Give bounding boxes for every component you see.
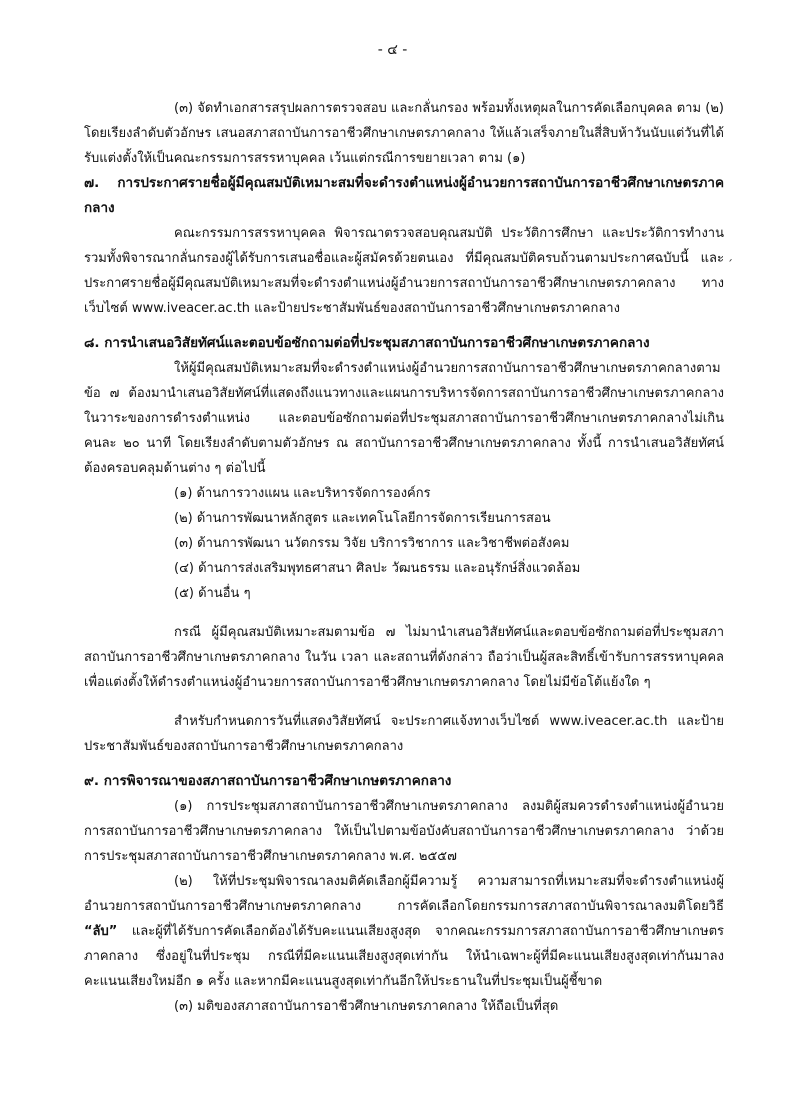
paragraph-section-9-2 xyxy=(84,869,724,994)
heading-section-8: ๘. การนำเสนอวิสัยทัศน์และตอบข้อซักถามต่อที่ประชุมสภาสถาบันการอาชีวศึกษาเกษตรภาคกลาง xyxy=(84,335,650,351)
paragraph-9-2-end: และผู้ที่ได้รับการคัดเลือกต้องได้รับคะแนนเสียงสูงสุด จากคณะกรรมการสภาสถาบันการอาชีวศึกษาเกษตรภาคกลาง ซึ่งอยู่ในที่ประชุม กรณีที่มีคะแนนเสียงสูงสุดเท่ากัน ให้นำเฉพาะผู้ที่มีคะแนนเสียงสูงสุดเท่ากันมาลงคะแนนเสียงใหม่อีก ๑ ครั้ง และหากมีคะแนนสูงสุดเท่ากันอีกให้ประธานในที่ประชุมเป็นผู้ชี้ขาด xyxy=(84,924,724,989)
list-item: (๓) ด้านการพัฒนา นวัตกรรม วิจัย บริการวิชาการ และวิชาชีพต่อสังคม xyxy=(174,536,570,551)
secret-ballot-term: “ลับ” xyxy=(84,924,118,939)
paragraph-9-2-start: (๒) ให้ที่ประชุมพิจารณาลงมติคัดเลือกผู้มีความรู้ ความสามารถที่เหมาะสมที่จะดำรงตำแหน่งผู้อำนวยการสถาบันการอาชีวศึกษาเกษตรภาคกลาง การคัดเลือกโดยกรรมการสภาสถาบันพิจารณาลงมติโดยวิธี xyxy=(84,874,724,914)
list-item: (๕) ด้านอื่น ๆ xyxy=(174,586,251,601)
document-body xyxy=(84,96,724,1019)
heading-section-9: ๙. การพิจารณาของสภาสถาบันการอาชีวศึกษาเกษตรภาคกลาง xyxy=(84,773,452,789)
paragraph-section-9-1: (๑) การประชุมสภาสถาบันการอาชีวศึกษาเกษตรภาคกลาง ลงมติผู้สมควรดำรงตำแหน่งผู้อำนวยการสถาบันการอาชีวศึกษาเกษตรภาคกลาง ให้เป็นไปตามข้อบังคับสถาบันการอาชีวศึกษาเกษตรภาคกลาง ว่าด้วยการประชุมสภาสถาบันการอาชีวศึกษาเกษตรภาคกลาง พ.ศ. ๒๕๕๗ xyxy=(84,799,724,864)
paragraph-section-9-3: (๓) มติของสภาสถาบันการอาชีวศึกษาเกษตรภาคกลาง ให้ถือเป็นที่สุด xyxy=(174,999,559,1014)
vision-topics-list xyxy=(84,481,724,606)
paragraph-section-8-schedule: สำหรับกำหนดการวันที่แสดงวิสัยทัศน์ จะประกาศแจ้งทางเว็บไซต์ www.iveacer.ac.th และป้ายประชาสัมพันธ์ของสถาบันการอาชีวศึกษาเกษตรภาคกลาง xyxy=(84,714,724,754)
paragraph-section-7: คณะกรรมการสรรหาบุคคล พิจารณาตรวจสอบคุณสมบัติ ประวัติการศึกษา และประวัติการทำงานรวมทั้งพิจารณากลั่นกรองผู้ได้รับการเสนอชื่อและผู้สมัครด้วยตนเอง ที่มีคุณสมบัติครบถ้วนตามประกาศฉบับนี้ และประกาศรายชื่อผู้มีคุณสมบัติเหมาะสมที่จะดำรงตำแหน่งผู้อำนวยการสถาบันการอาชีวศึกษาเกษตรภาคกลาง ทางเว็บไซต์ www.iveacer.ac.th และป้ายประชาสัมพันธ์ของสถาบันการอาชีวศึกษาเกษตรภาคกลาง xyxy=(84,226,724,316)
list-item: (๑) ด้านการวางแผน และบริหารจัดการองค์กร xyxy=(174,486,431,501)
list-item: (๔) ด้านการส่งเสริมพุทธศาสนา ศิลปะ วัฒนธรรม และอนุรักษ์สิ่งแวดล้อม xyxy=(174,561,581,576)
heading-section-7: ๗. การประกาศรายชื่อผู้มีคุณสมบัติเหมาะสมที่จะดำรงตำแหน่งผู้อำนวยการสถาบันการอาชีวศึกษาเกษตรภาคกลาง xyxy=(84,175,724,216)
stray-mark: ´ xyxy=(727,258,733,272)
paragraph-section-8: ให้ผู้มีคุณสมบัติเหมาะสมที่จะดำรงตำแหน่งผู้อำนวยการสถาบันการอาชีวศึกษาเกษตรภาคกลางตามข้อ ๗ ต้องมานำเสนอวิสัยทัศน์ที่แสดงถึงแนวทางและแผนการบริหารจัดการสถาบันการอาชีวศึกษาเกษตรภาคกลาง ในวาระของการดำรงตำแหน่ง และตอบข้อซักถามต่อที่ประชุมสภาสถาบันการอาชีวศึกษาเกษตรภาคกลางไม่เกินคนละ ๒๐ นาที โดยเรียงลำดับตามตัวอักษร ณ สถาบันการอาชีวศึกษาเกษตรภาคกลาง ทั้งนี้ การนำเสนอวิสัยทัศน์ต้องครอบคลุมด้านต่าง ๆ ต่อไปนี้ xyxy=(84,361,724,476)
paragraph-3-summary: (๓) จัดทำเอกสารสรุปผลการตรวจสอบ และกลั่นกรอง พร้อมทั้งเหตุผลในการคัดเลือกบุคคล ตาม (๒) โดยเรียงลำดับตัวอักษร เสนอสภาสถาบันการอาชีวศึกษาเกษตรภาคกลาง ให้แล้วเสร็จภายในสี่สิบห้าวันนับแต่วันที่ได้รับแต่งตั้งให้เป็นคณะกรรมการสรรหาบุคคล เว้นแต่กรณีการขยายเวลา ตาม (๑) xyxy=(84,101,724,166)
page-number: - ๔ - xyxy=(377,42,408,58)
list-item: (๒) ด้านการพัฒนาหลักสูตร และเทคโนโลยีการจัดการเรียนการสอน xyxy=(174,511,551,526)
paragraph-section-8-absence: กรณี ผู้มีคุณสมบัติเหมาะสมตามข้อ ๗ ไม่มานำเสนอวิสัยทัศน์และตอบข้อซักถามต่อที่ประชุมสภาสถาบันการอาชีวศึกษาเกษตรภาคกลาง ในวัน เวลา และสถานที่ดังกล่าว ถือว่าเป็นผู้สละสิทธิ์เข้ารับการสรรหาบุคคลเพื่อแต่งตั้งให้ดำรงตำแหน่งผู้อำนวยการสถาบันการอาชีวศึกษาเกษตรภาคกลาง โดยไม่มีข้อโต้แย้งใด ๆ xyxy=(84,625,724,690)
